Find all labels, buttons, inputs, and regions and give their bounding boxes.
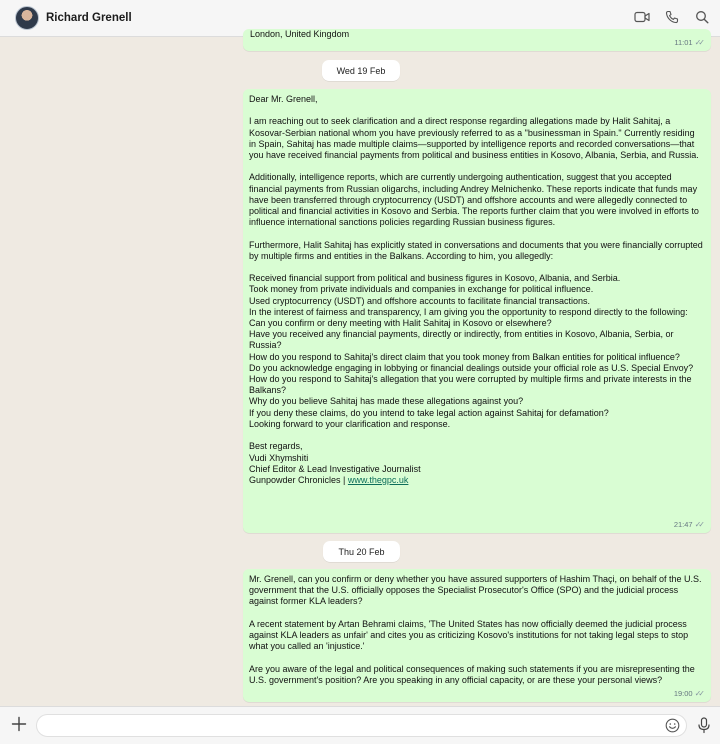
message-bubble bbox=[243, 569, 711, 702]
double-check-icon: ✓✓ bbox=[694, 37, 702, 47]
message-time: 11:01 bbox=[674, 37, 693, 47]
contact-avatar[interactable] bbox=[15, 6, 39, 30]
message-meta bbox=[674, 519, 705, 530]
message-bubble bbox=[243, 89, 711, 533]
emoji-icon[interactable] bbox=[665, 718, 680, 733]
search-icon[interactable] bbox=[694, 9, 710, 25]
message-meta bbox=[674, 688, 705, 699]
attach-plus-icon[interactable] bbox=[11, 716, 27, 732]
message-text bbox=[249, 94, 703, 486]
message-composer bbox=[0, 706, 720, 744]
header-actions bbox=[634, 9, 710, 25]
message-time: 21:47 bbox=[673, 519, 693, 529]
double-check-icon: ✓✓ bbox=[694, 519, 702, 529]
contact-name[interactable]: Richard Grenell bbox=[46, 12, 132, 24]
date-separator: Thu 20 Feb bbox=[323, 541, 400, 562]
message-time: 19:00 bbox=[673, 688, 693, 698]
video-call-icon[interactable] bbox=[634, 9, 650, 25]
message-meta bbox=[674, 37, 705, 48]
date-separator: Wed 19 Feb bbox=[322, 60, 400, 81]
message-text: London, United Kingdom bbox=[250, 29, 350, 39]
message-link[interactable]: www.thegpc.uk bbox=[347, 474, 409, 485]
message-text: Mr. Grenell, can you confirm or deny whether you have assured supporters of Hashim Thaçi, on behalf of the U.S. government that the U.S. officially opposes the Specialist Prosecutor's Office (SPO) and the judicial process against former KLA leaders? A recent statement by Artan Behrami claims, 'The United States has now officially deemed the judicial process against KLA leaders as unfair' and cites you as criticizing Kosovo's institutions for not taking legal steps to stop what you called an 'injustice.' Are you aware of the legal and political consequences of making such statements if you are misrepresenting the U.S. government's position? Are you speaking in any official capacity, or are these your personal views? bbox=[249, 574, 702, 685]
double-check-icon: ✓✓ bbox=[694, 688, 702, 698]
chat-messages-area[interactable] bbox=[0, 29, 720, 706]
phone-call-icon[interactable] bbox=[664, 9, 680, 25]
microphone-icon[interactable] bbox=[697, 717, 711, 734]
message-bubble bbox=[243, 29, 711, 51]
message-body: Dear Mr. Grenell, I am reaching out to seek clarification and a direct response regarding allegations made by Halit Sahitaj, a Kosovar-Serbian national whom you have previously referred to as a "businessman in Spain." Currently residing in Spain, Sahitaj has made multiple claims—supported by intelligence reports and recorded conversations—that you have received financial payments from political and business entities in Kosovo, Albania, Serbia, and Russia. Additionally, intelligence reports, which are currently undergoing authentication, suggest that you accepted financial payments from Russian oligarchs, including Andrey Melnichenko. These reports indicate that funds may have been transferred through cryptocurrency (USDT) and offshore accounts and were allegedly connected to political and financial activities in Kosovo and Serbia. The reports further claim that you were involved in efforts to influence international sanctions policies regarding Russian business figures. Furthermore, Halit Sahitaj has explicitly stated in conversations and documents that you were financially corrupted by multiple firms and entities in the Balkans. According to him, you allegedly: Received financial support from political and business figures in Kosovo, Albania, and Serbia. Took money from private individuals and companies in exchange for political influence. Used cryptocurrency (USDT) and offshore accounts to facilitate financial transactions. In the interest of fairness and transparency, I am giving you the opportunity to respond directly to the following: Can you confirm or deny meeting with Halit Sahitaj in Kosovo or elsewhere? Have you received any financial payments, directly or indirectly, from entities in Kosovo, Albania, Serbia, or Russia? How do you respond to Sahitaj's direct claim that you took money from Balkan entities for political influence? Do you acknowledge engaging in lobbying or financial dealings outside your official role as U.S. Special Envoy? How do you respond to Sahitaj's allegation that you were corrupted by multiple firms and private interests in the Balkans? Why do you believe Sahitaj has made these allegations against you? If you deny these claims, do you intend to take legal action against Sahitaj for defamation? Looking forward to your clarification and response. Best regards, Vudi Xhymshiti Chief Editor & Lead Investigative Journalist Gunpowder Chronicles | bbox=[249, 94, 703, 485]
message-input[interactable] bbox=[36, 714, 687, 737]
